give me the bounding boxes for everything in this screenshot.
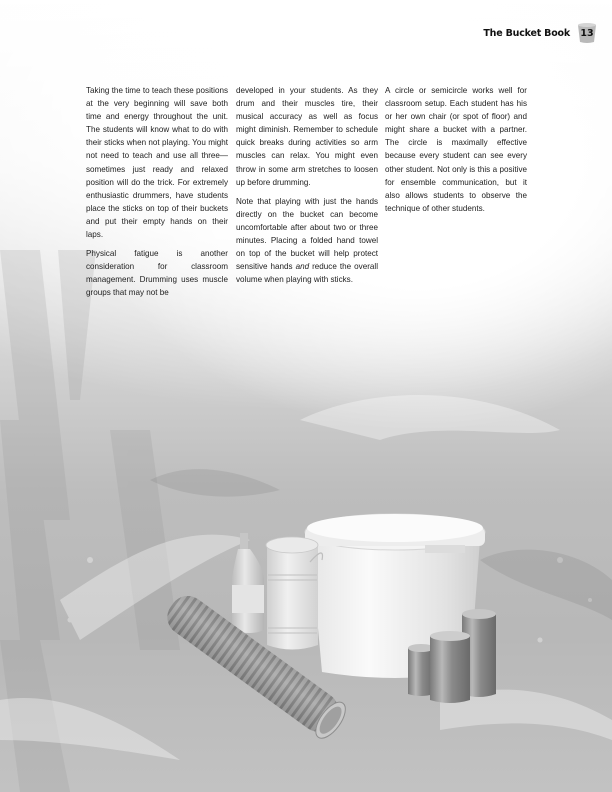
page-number: 13	[580, 27, 594, 39]
emphasis-text: and	[295, 262, 310, 272]
text-column-1	[86, 84, 228, 306]
text-column-3	[385, 84, 527, 221]
paragraph	[236, 195, 378, 287]
paragraph: A circle or semicircle works well for classroom setup. Each student has his or her own chair (or spot of floor) and might share a bucket with a partner. The circle is maximally effective because every student can see every other student. Not only is this a positive for ensemble communication, but it also allows students to observe the technique of other students.	[385, 86, 527, 213]
aluminum-can-front	[430, 631, 470, 703]
paint-can	[266, 537, 323, 650]
page-number-badge	[576, 22, 598, 44]
paragraph: developed in your students. As they drum and their muscles tire, their musical accuracy as well as focus might diminish. Remember to schedule quick breaks during activities so arm muscles can relax. You might even throw in some arm stretches to loosen up before drumming.	[236, 86, 378, 187]
paragraph-text: reduce the overall volume when playing with sticks.	[236, 262, 378, 285]
book-title: The Bucket Book	[483, 27, 570, 39]
paragraph: Physical fatigue is another consideration for classroom management. Drumming uses muscle groups that may not be	[86, 249, 228, 298]
glass-bottle	[232, 533, 264, 633]
paragraph-text: Note that playing with just the hands directly on the bucket can become uncomfortable after about two or three minutes. Placing a folded hand towel on top of the bucket will help protect sensitive hands	[236, 196, 378, 272]
running-header	[483, 22, 598, 44]
paragraph: Taking the time to teach these positions at the very beginning will save both time and energy throughout the unit. The students will know what to do with their sticks when not playing. You might not need to teach and use all three—sometimes just ready and relaxed position will do the trick. For extremely enthusiastic drummers, have students place the sticks on top of their buckets and put their empty hands on their laps.	[86, 86, 228, 240]
text-column-2	[236, 84, 378, 292]
